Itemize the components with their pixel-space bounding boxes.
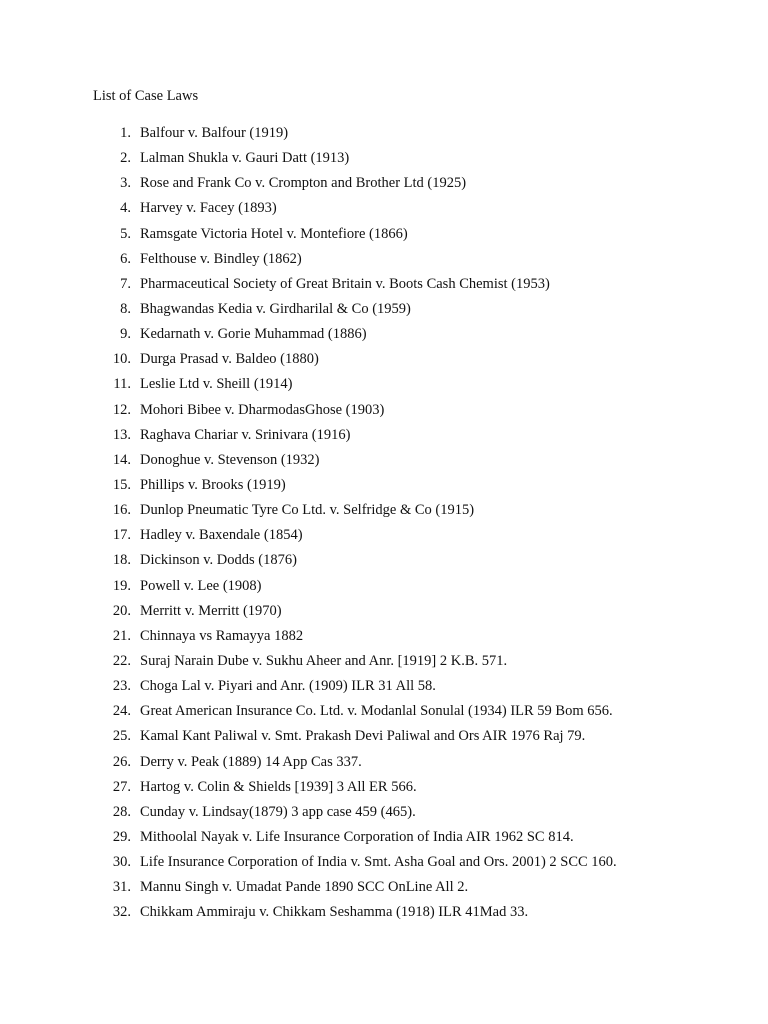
list-item-number: 8. [120,300,131,317]
list-item-number: 4. [120,200,131,217]
list-item-text: Kedarnath v. Gorie Muhammad (1886) [140,326,367,343]
list-item-number: 7. [120,275,131,292]
list-item-number: 9. [120,326,131,343]
list-item-text: Chinnaya vs Ramayya 1882 [140,627,304,644]
list-item-number: 6. [120,250,131,267]
list-item-number: 31. [112,879,131,896]
list-item-text: Great American Insurance Co. Ltd. v. Modanlal Sonulal (1934) ILR 59 Bom 656. [140,703,613,720]
list-item-number: 19. [112,577,131,594]
list-item-text: Dickinson v. Dodds (1876) [140,552,297,569]
list-item-number: 15. [112,476,131,493]
list-item-text: Powell v. Lee (1908) [140,577,262,594]
list-item-number: 11. [113,376,131,393]
list-item-text: Harvey v. Facey (1893) [140,200,277,217]
list-item-text: Dunlop Pneumatic Tyre Co Ltd. v. Selfridge & Co (1915) [140,502,475,519]
list-item-number: 26. [112,753,131,770]
list-item-number: 17. [112,527,131,544]
list-item-number: 24. [112,703,131,720]
list-item-number: 18. [112,552,131,569]
page-title: List of Case Laws [93,88,199,104]
list-item-text: Felthouse v. Bindley (1862) [140,250,302,267]
list-item-text: Durga Prasad v. Baldeo (1880) [140,351,319,368]
list-item-text: Leslie Ltd v. Sheill (1914) [140,376,293,393]
list-item-text: Chikkam Ammiraju v. Chikkam Seshamma (1918) ILR 41Mad 33. [140,904,529,921]
list-item-text: Suraj Narain Dube v. Sukhu Aheer and Anr. [1919] 2 K.B. 571. [140,652,508,669]
list-item-text: Balfour v. Balfour (1919) [140,125,289,141]
list-item-text: Derry v. Peak (1889) 14 App Cas 337. [140,753,362,770]
list-item-number: 3. [120,175,131,192]
list-item-text: Mannu Singh v. Umadat Pande 1890 SCC OnLine All 2. [140,879,469,896]
list-item-number: 28. [112,803,131,820]
list-item-number: 25. [112,728,131,745]
list-item-text: Pharmaceutical Society of Great Britain v. Boots Cash Chemist (1953) [140,275,550,292]
list-item-text: Mithoolal Nayak v. Life Insurance Corporation of India AIR 1962 SC 814. [140,828,574,845]
list-item-text: Phillips v. Brooks (1919) [140,476,286,493]
list-item-number: 10. [112,351,131,368]
list-item-text: Merritt v. Merritt (1970) [140,602,282,619]
list-item-number: 22. [112,652,131,669]
list-item-text: Donoghue v. Stevenson (1932) [140,451,320,468]
list-item-number: 23. [112,678,131,695]
list-item-text: Raghava Chariar v. Srinivara (1916) [140,426,351,443]
list-item-text: Choga Lal v. Piyari and Anr. (1909) ILR 31 All 58. [140,678,436,695]
list-item-number: 20. [112,602,131,619]
list-item-number: 21. [112,627,131,644]
list-item-number: 32. [112,904,131,921]
list-item-number: 2. [120,150,131,167]
list-item-text: Mohori Bibee v. DharmodasGhose (1903) [140,401,385,418]
list-item-number: 12. [112,401,131,418]
list-item-text: Ramsgate Victoria Hotel v. Montefiore (1866) [140,225,408,242]
list-item-number: 30. [112,854,131,871]
list-item-text: Lalman Shukla v. Gauri Datt (1913) [140,150,350,167]
list-item-text: Cunday v. Lindsay(1879) 3 app case 459 (465). [140,803,416,820]
list-item-text: Bhagwandas Kedia v. Girdharilal & Co (1959) [140,300,411,317]
list-item-number: 16. [112,502,131,519]
list-item-number: 13. [112,426,131,443]
list-item-number: 29. [112,828,131,845]
list-item-number: 27. [112,778,131,795]
list-item-number: 1. [120,125,131,141]
list-item-text: Hadley v. Baxendale (1854) [140,527,303,544]
list-item-text: Kamal Kant Paliwal v. Smt. Prakash Devi Paliwal and Ors AIR 1976 Raj 79. [140,728,586,745]
list-item-text: Rose and Frank Co v. Crompton and Brother Ltd (1925) [140,175,467,192]
list-item-text: Hartog v. Colin & Shields [1939] 3 All ER 566. [140,778,417,795]
list-item-number: 14. [112,451,131,468]
list-item-number: 5. [120,225,131,242]
list-item-text: Life Insurance Corporation of India v. Smt. Asha Goal and Ors. 2001) 2 SCC 160. [140,854,617,871]
